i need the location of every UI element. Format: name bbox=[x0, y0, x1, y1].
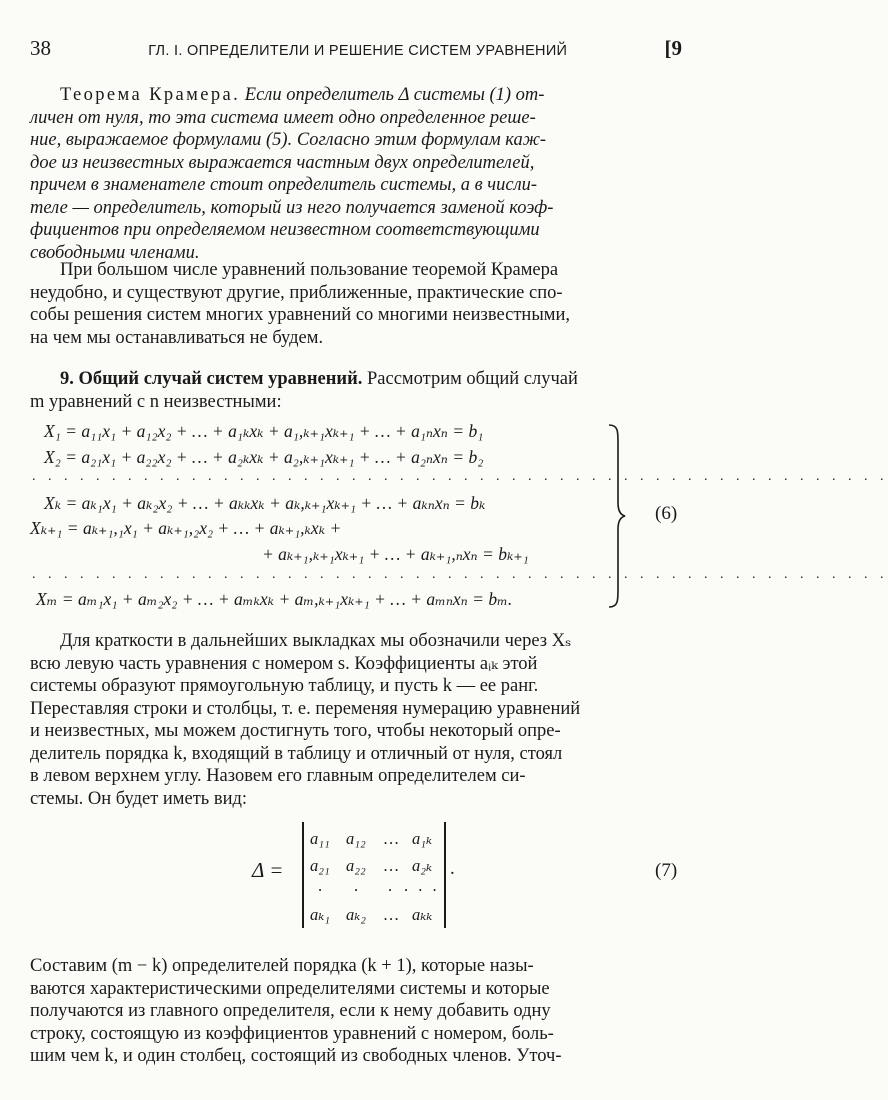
text-line: 9. Общий случай систем уравнений. Рассмотрим общий случай bbox=[60, 369, 578, 389]
text-line: собы решения систем многих уравнений со многими неизвестными, bbox=[30, 305, 570, 325]
equation-line-2: X₂ = a₂₁x₁ + a₂₂x₂ + … + a₂ₖxₖ + a₂,ₖ₊₁xₖ₊₁ + … + a₂ₙxₙ = b₂ bbox=[44, 447, 484, 467]
theorem-name: Теорема Крамера. bbox=[60, 85, 241, 105]
determinant-cell: aₖ₂ bbox=[346, 905, 367, 924]
theorem-line: свободными членами. bbox=[30, 242, 200, 263]
equation-line-k1: Xₖ₊₁ = aₖ₊₁,₁x₁ + aₖ₊₁,₂x₂ + … + aₖ₊₁,ₖxₖ + bbox=[30, 518, 342, 538]
running-title: ГЛ. I. ОПРЕДЕЛИТЕЛИ И РЕШЕНИЕ СИСТЕМ УРАВНЕНИЙ bbox=[148, 43, 568, 59]
text-line: Переставляя строки и столбцы, т. е. переменяя нумерацию уравнений bbox=[30, 698, 581, 719]
determinant-cell: a₂₁ bbox=[310, 856, 330, 875]
theorem-line: Теорема Крамера. Если определитель Δ системы (1) от- bbox=[60, 85, 545, 105]
determinant-cell: … bbox=[384, 856, 399, 875]
text-line: m уравнений с n неизвестными: bbox=[30, 391, 282, 412]
section-reference: [9 bbox=[664, 36, 682, 60]
text-line: системы образуют прямоугольную таблицу, и пусть k — ее ранг. bbox=[30, 676, 539, 696]
theorem-line: фициентов при определяемом неизвестном соответствующими bbox=[30, 220, 540, 240]
text-line: неудобно, и существуют другие, приближенные, практические спо- bbox=[30, 282, 563, 303]
theorem-line: ние, выражаемое формулами (5). Согласно этим формулам каж- bbox=[30, 130, 547, 150]
theorem-line: причем в знаменателе стоит определитель системы, а в числи- bbox=[30, 175, 538, 195]
determinant-cell: a₁₁ bbox=[310, 829, 330, 848]
text-line: стемы. Он будет иметь вид: bbox=[30, 788, 248, 809]
determinant-tail: . bbox=[450, 858, 455, 879]
text-line: строку, состоящую из коэффициентов уравнений с номером, боль- bbox=[30, 1023, 554, 1044]
page-header bbox=[30, 36, 682, 64]
equation-number-6: (6) bbox=[655, 503, 678, 524]
section-9-intro bbox=[30, 368, 682, 413]
determinant-cell: . bbox=[388, 876, 393, 895]
determinant-cell: aₖ₁ bbox=[310, 905, 331, 924]
text-line: шим чем k, и один столбец, состоящий из свободных членов. Уточ- bbox=[30, 1046, 562, 1066]
determinant-cell: aₖₖ bbox=[412, 905, 433, 924]
text-line: делитель порядка k, входящий в таблицу и отличный от нуля, стоял bbox=[30, 743, 563, 764]
theorem-line: личен от нуля, то эта система имеет одно определенное реше- bbox=[30, 107, 536, 128]
text-line: Составим (m − k) определителей порядка (k + 1), которые назы- bbox=[30, 956, 534, 976]
text-line: на чем мы останавливаться не будем. bbox=[30, 327, 324, 348]
theorem-line: теле — определитель, который из него получается заменой коэф- bbox=[30, 197, 554, 218]
determinant-cell: … bbox=[384, 829, 399, 848]
determinant-right-bar bbox=[444, 822, 446, 928]
determinant-cell: a₁₂ bbox=[346, 829, 366, 848]
equation-line-k: Xₖ = aₖ₁x₁ + aₖ₂x₂ + … + aₖₖxₖ + aₖ,ₖ₊₁xₖ₊₁ + … + aₖₙxₙ = bₖ bbox=[44, 493, 486, 513]
text-line: в левом верхнем углу. Назовем его главным определителем си- bbox=[30, 766, 526, 786]
determinant-left-bar bbox=[302, 822, 304, 928]
equation-line-1: X₁ = a₁₁x₁ + a₁₂x₂ + … + a₁ₖxₖ + a₁,ₖ₊₁xₖ₊₁ + … + a₁ₙxₙ = b₁ bbox=[44, 421, 484, 441]
determinant-cell: a₂ₖ bbox=[412, 856, 433, 875]
determinant-cell: . bbox=[318, 876, 323, 895]
paragraph-cramer bbox=[30, 259, 682, 349]
determinant-cell: . . . bbox=[404, 876, 440, 895]
text-line: и неизвестных, мы можем достигнуть того, чтобы некоторый опре- bbox=[30, 721, 561, 741]
cramer-theorem bbox=[30, 84, 682, 264]
equation-line-m: Xₘ = aₘ₁x₁ + aₘ₂x₂ + … + aₘₖxₖ + aₘ,ₖ₊₁xₖ₊₁ + … + aₘₙxₙ = bₘ. bbox=[36, 589, 513, 609]
ellipsis-row: . . . . . . . . . . . . . . . . . . . . . . . . . . . . . . . . . . . . . . . . . . . . . . . . . . . . . . bbox=[32, 567, 888, 582]
determinant-label: Δ = bbox=[252, 858, 284, 882]
ellipsis-row: . . . . . . . . . . . . . . . . . . . . . . . . . . . . . . . . . . . . . . . . . . . . . . . . . . . . . . bbox=[32, 469, 888, 484]
right-brace-icon bbox=[606, 423, 628, 609]
determinant-cell: a₂₂ bbox=[346, 856, 366, 875]
page-number: 38 bbox=[30, 36, 51, 60]
section-title: 9. Общий случай систем уравнений. bbox=[60, 369, 363, 389]
equation-number-7: (7) bbox=[655, 860, 678, 881]
paragraph-brevity bbox=[30, 630, 682, 810]
determinant-cell: . bbox=[354, 876, 359, 895]
text-line: всю левую часть уравнения с номером s. Коэффициенты aᵢₖ этой bbox=[30, 653, 538, 674]
paragraph-compose bbox=[30, 955, 682, 1068]
text-line: получаются из главного определителя, если к нему добавить одну bbox=[30, 1001, 551, 1021]
determinant-cell: a₁ₖ bbox=[412, 829, 433, 848]
theorem-line: дое из неизвестных выражается частным двух определителей, bbox=[30, 152, 535, 173]
text-line: При большом числе уравнений пользование теоремой Крамера bbox=[60, 260, 559, 280]
text-line: ваются характеристическими определителями системы и которые bbox=[30, 978, 550, 999]
determinant-cell: … bbox=[384, 905, 399, 924]
text-line: Для краткости в дальнейших выкладках мы обозначили через Xₛ bbox=[60, 631, 572, 651]
equation-line-k1-cont: + aₖ₊₁,ₖ₊₁xₖ₊₁ + … + aₖ₊₁,ₙxₙ = bₖ₊₁ bbox=[262, 544, 529, 564]
